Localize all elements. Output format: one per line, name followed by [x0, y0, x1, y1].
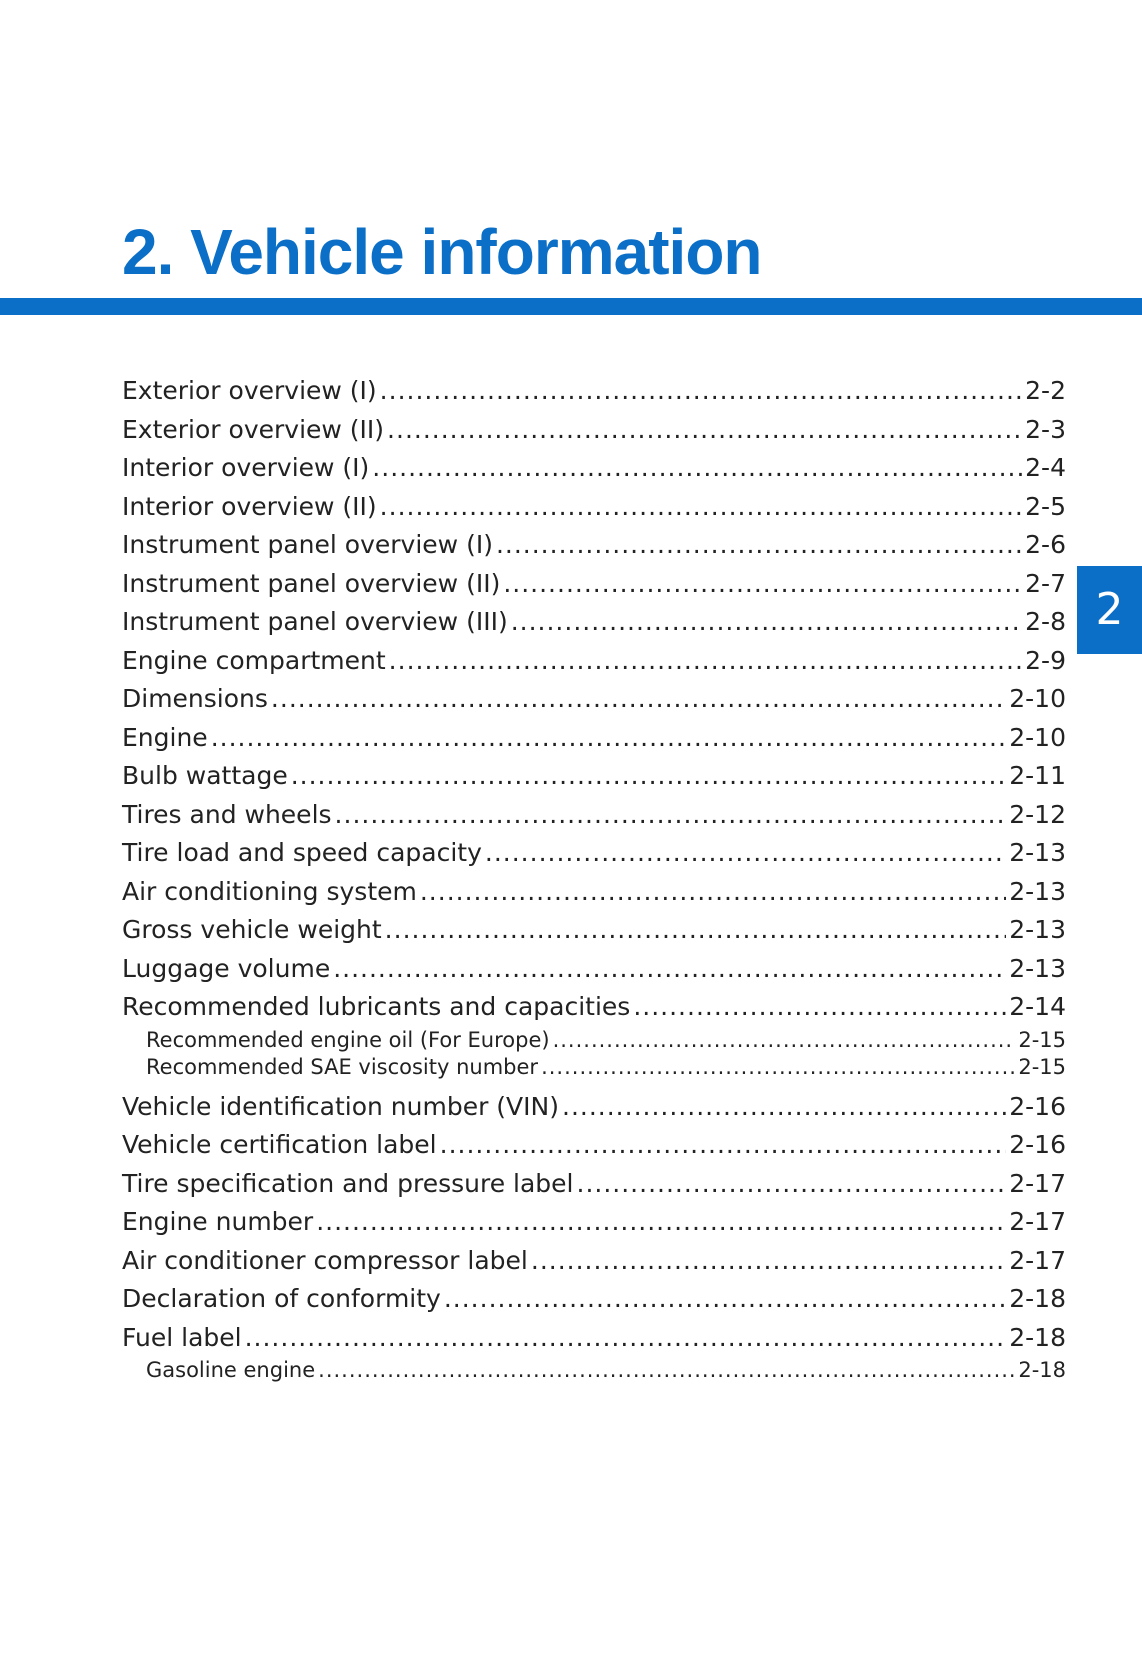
- dot-leader: [380, 488, 1022, 527]
- dot-leader: [385, 911, 1007, 950]
- toc-subentry[interactable]: [122, 1027, 1066, 1055]
- toc-entry-label: Instrument panel overview (II): [122, 568, 501, 598]
- dot-leader: [440, 1126, 1007, 1165]
- toc-entry-label: Vehicle identification number (VIN): [122, 1091, 559, 1121]
- toc-entry[interactable]: [122, 873, 1066, 912]
- toc-entry-page: 2-17: [1009, 1207, 1066, 1236]
- toc-entry[interactable]: [122, 603, 1066, 642]
- toc-entry-page: 2-13: [1009, 915, 1066, 944]
- toc-entry-label: Air conditioning system: [122, 876, 417, 906]
- toc-entry[interactable]: [122, 680, 1066, 719]
- dot-leader: [496, 526, 1022, 565]
- toc-entry-page: 2-16: [1009, 1091, 1066, 1121]
- toc-entry-page: 2-10: [1009, 684, 1066, 713]
- toc-entry-page: 2-18: [1009, 1284, 1066, 1313]
- dot-leader: [511, 603, 1022, 642]
- toc-entry-label: Recommended SAE viscosity number: [146, 1055, 539, 1079]
- toc-entry-label: Air conditioner compressor label: [122, 1245, 528, 1275]
- toc-entry[interactable]: [122, 796, 1066, 835]
- toc-entry[interactable]: [122, 911, 1066, 950]
- dot-leader: [387, 411, 1022, 450]
- toc-entry[interactable]: [122, 1126, 1066, 1165]
- dot-leader: [333, 950, 1006, 989]
- toc-entry-page: 2-11: [1009, 761, 1066, 790]
- dot-leader: [633, 988, 1006, 1027]
- toc-entry[interactable]: [122, 757, 1066, 796]
- toc-entry-page: 2-18: [1009, 1322, 1066, 1352]
- toc-entry-page: 2-17: [1009, 1245, 1066, 1275]
- toc-entry-label: Exterior overview (I): [122, 376, 377, 405]
- toc-entry-label: Tire load and speed capacity: [122, 838, 482, 867]
- dot-leader: [316, 1203, 1006, 1242]
- toc-entry[interactable]: [122, 1319, 1066, 1358]
- toc-entry-label: Bulb wattage: [122, 761, 288, 790]
- toc-entry-label: Tires and wheels: [122, 799, 332, 829]
- toc-entry-label: Gasoline engine: [146, 1358, 316, 1382]
- toc-entry-page: 2-15: [1018, 1055, 1066, 1079]
- toc-entry[interactable]: [122, 565, 1066, 604]
- dot-leader: [291, 757, 1007, 796]
- dot-leader: [420, 873, 1006, 912]
- toc-entry-label: Vehicle certification label: [122, 1130, 437, 1159]
- chapter-tab[interactable]: 2: [1077, 566, 1142, 654]
- toc-entry[interactable]: [122, 1203, 1066, 1242]
- toc-entry-page: 2-5: [1025, 491, 1066, 521]
- toc-entry-page: 2-7: [1025, 568, 1066, 598]
- toc-entry-page: 2-13: [1009, 953, 1066, 983]
- dot-leader: [503, 565, 1022, 604]
- toc-entry-label: Engine number: [122, 1207, 314, 1236]
- toc-entry-label: Tire specification and pressure label: [122, 1168, 574, 1198]
- dot-leader: [531, 1242, 1006, 1281]
- toc-entry[interactable]: [122, 1088, 1066, 1127]
- toc-entry[interactable]: [122, 488, 1066, 527]
- toc-entry-page: 2-4: [1025, 453, 1066, 482]
- dot-leader: [335, 796, 1007, 835]
- toc-entry-page: 2-2: [1025, 376, 1066, 405]
- dot-leader: [485, 834, 1006, 873]
- toc-entry[interactable]: [122, 988, 1066, 1027]
- toc-entry[interactable]: [122, 1280, 1066, 1319]
- toc-entry-label: Luggage volume: [122, 953, 331, 983]
- dot-leader: [211, 719, 1007, 758]
- toc-entry-page: 2-9: [1025, 645, 1066, 675]
- toc-entry-page: 2-18: [1018, 1358, 1066, 1382]
- dot-leader: [372, 449, 1022, 488]
- toc-entry-label: Recommended lubricants and capacities: [122, 992, 631, 1021]
- toc-entry-page: 2-10: [1009, 722, 1066, 752]
- dot-leader: [271, 680, 1006, 719]
- table-of-contents: [122, 372, 1066, 1385]
- toc-entry[interactable]: [122, 449, 1066, 488]
- toc-entry-label: Recommended engine oil (For Europe): [146, 1027, 550, 1052]
- toc-entry[interactable]: [122, 411, 1066, 450]
- toc-entry-label: Instrument panel overview (I): [122, 530, 493, 559]
- toc-entry[interactable]: [122, 834, 1066, 873]
- toc-entry-page: 2-12: [1009, 799, 1066, 829]
- dot-leader: [318, 1357, 1015, 1385]
- toc-entry-page: 2-15: [1018, 1027, 1066, 1052]
- toc-entry[interactable]: [122, 719, 1066, 758]
- toc-entry-page: 2-6: [1025, 530, 1066, 559]
- toc-entry-page: 2-3: [1025, 414, 1066, 444]
- toc-entry-page: 2-13: [1009, 838, 1066, 867]
- dot-leader: [562, 1088, 1006, 1127]
- toc-entry-page: 2-8: [1025, 607, 1066, 636]
- dot-leader: [245, 1319, 1007, 1358]
- toc-entry-label: Gross vehicle weight: [122, 915, 382, 944]
- toc-entry-page: 2-13: [1009, 876, 1066, 906]
- title-rule: [0, 298, 1142, 315]
- chapter-title: 2. Vehicle information: [122, 216, 762, 288]
- dot-leader: [444, 1280, 1006, 1319]
- toc-entry-page: 2-14: [1009, 992, 1066, 1021]
- dot-leader: [553, 1027, 1016, 1055]
- toc-entry-label: Interior overview (II): [122, 491, 377, 521]
- toc-entry[interactable]: [122, 526, 1066, 565]
- toc-entry-label: Instrument panel overview (III): [122, 607, 508, 636]
- toc-entry-label: Engine: [122, 722, 208, 752]
- toc-entry-label: Declaration of conformity: [122, 1284, 441, 1313]
- toc-entry-page: 2-16: [1009, 1130, 1066, 1159]
- toc-entry-label: Fuel label: [122, 1322, 242, 1352]
- toc-subentry[interactable]: [122, 1357, 1066, 1385]
- dot-leader: [380, 372, 1022, 411]
- toc-entry-label: Exterior overview (II): [122, 414, 385, 444]
- toc-entry-page: 2-17: [1009, 1168, 1066, 1198]
- dot-leader: [577, 1165, 1007, 1204]
- toc-entry[interactable]: [122, 1242, 1066, 1281]
- toc-entry-label: Interior overview (I): [122, 453, 370, 482]
- toc-subentry[interactable]: [122, 1054, 1066, 1082]
- toc-entry[interactable]: [122, 372, 1066, 411]
- dot-leader: [541, 1054, 1015, 1082]
- toc-entry-label: Engine compartment: [122, 645, 386, 675]
- dot-leader: [389, 642, 1022, 681]
- toc-entry[interactable]: [122, 950, 1066, 989]
- toc-entry[interactable]: [122, 642, 1066, 681]
- toc-entry-label: Dimensions: [122, 684, 268, 713]
- toc-entry[interactable]: [122, 1165, 1066, 1204]
